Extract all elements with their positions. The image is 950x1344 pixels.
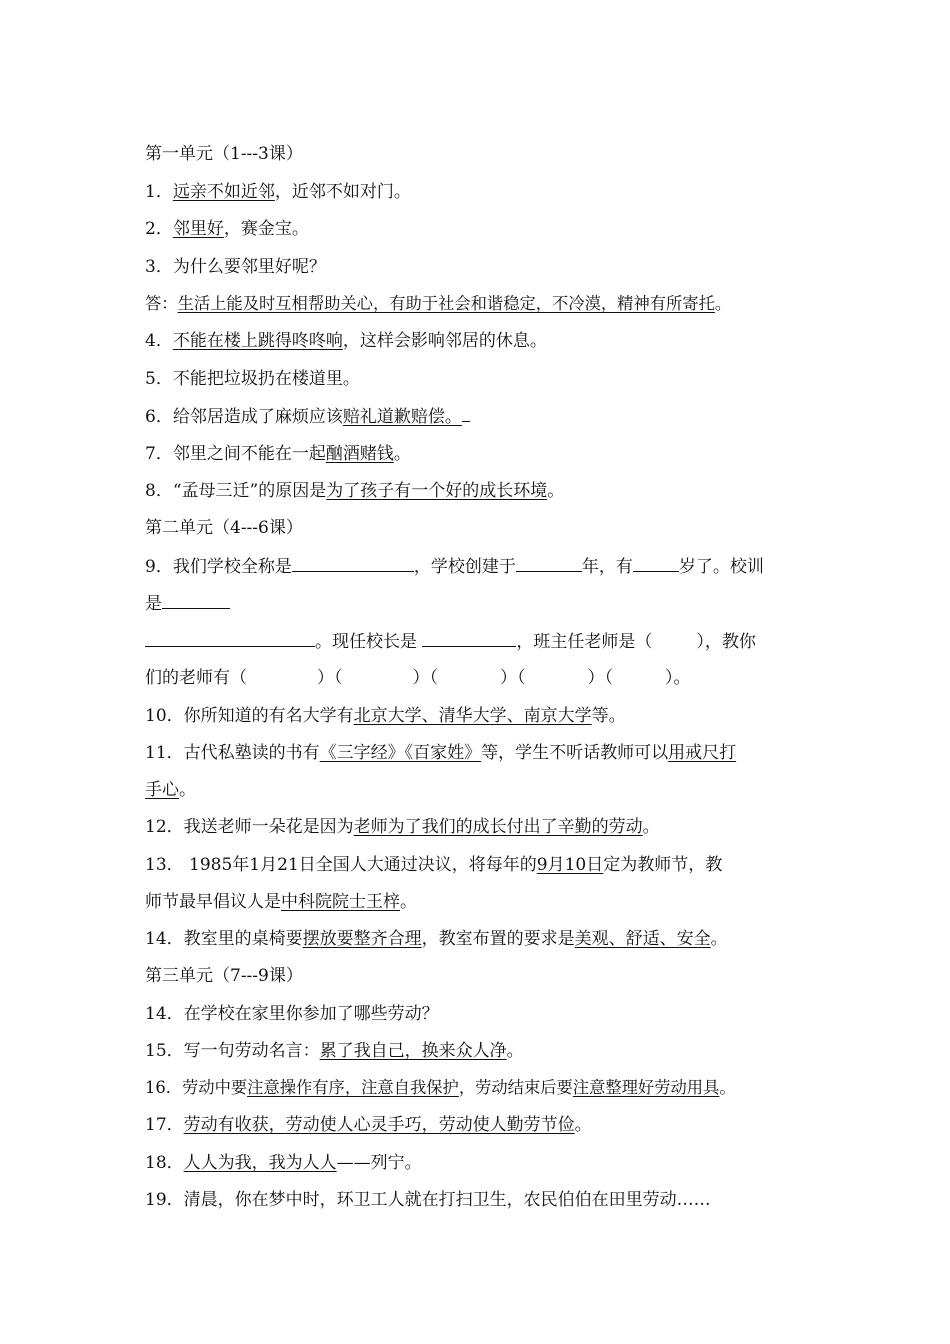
q9-line4: 们的老师有（ ）（ ）（ ）（ ）（ ）。 [145, 668, 691, 688]
q12: 12．我送老师一朵花是因为老师为了我们的成长付出了辛勤的劳动。 [145, 817, 660, 837]
q8: 8．“孟母三迁”的原因是为了孩子有一个好的成长环境。 [145, 481, 565, 501]
q16: 16．劳动中要注意操作有序，注意自我保护，劳动结束后要注意整理好劳动用具。 [145, 1078, 736, 1097]
q4: 4．不能在楼上跳得咚咚响，这样会影响邻居的休息。 [145, 331, 547, 351]
motto-blank[interactable] [162, 592, 230, 609]
unit2-heading: 第二单元（4---6课） [145, 518, 303, 538]
q7: 7．邻里之间不能在一起酗酒赌钱。 [145, 444, 411, 464]
q18: 18．人人为我，我为人人——列宁。 [145, 1153, 422, 1173]
q11-line1: 11．古代私塾读的书有《三字经》《百家姓》等，学生不听话教师可以用戒尺打 [145, 743, 737, 763]
q10: 10．你所知道的有名大学有北京大学、清华大学、南京大学等。 [145, 706, 626, 726]
school-age-blank[interactable] [633, 555, 679, 572]
unit1-heading: 第一单元（1---3课） [145, 144, 303, 164]
q9-line3: 。现任校长是 ，班主任老师是（ ），教你 [145, 630, 810, 653]
q2: 2．邻里好，赛金宝。 [145, 219, 309, 239]
founded-year-blank[interactable] [516, 555, 582, 572]
q6: 6．给邻居造成了麻烦应该赔礼道歉赔偿。 [145, 405, 810, 428]
q11-line2: 手心。 [145, 780, 196, 800]
q13-line2: 师节最早倡议人是中科院院士王梓。 [145, 892, 417, 912]
q9-line1: 9．我们学校全称是 ，学校创建于 年，有 岁了。校训 [145, 557, 764, 577]
q13-line1: 13． 1985年1月21日全国人大通过决议，将每年的9月10日定为教师节，教 [145, 855, 723, 875]
motto-blank-2[interactable] [145, 630, 315, 647]
q19: 19．清晨，你在梦中时，环卫工人就在打扫卫生，农民伯伯在田里劳动…… [145, 1190, 711, 1210]
q14b: 14．在学校在家里你参加了哪些劳动？ [145, 1004, 439, 1024]
school-name-blank[interactable] [292, 555, 414, 572]
principal-blank[interactable] [422, 630, 516, 647]
q3: 3．为什么要邻里好呢？ [145, 257, 326, 277]
unit3-heading: 第三单元（7---9课） [145, 966, 303, 986]
q17: 17．劳动有收获，劳动使人心灵手巧，劳动使人勤劳节俭。 [145, 1115, 592, 1135]
q5: 5．不能把垃圾扔在楼道里。 [145, 369, 360, 389]
q14: 14．教室里的桌椅要摆放要整齐合理，教室布置的要求是美观、舒适、安全。 [145, 929, 728, 949]
q9-line2: 是 [145, 592, 810, 615]
q15: 15．写一句劳动名言：累了我自己，换来众人净。 [145, 1041, 524, 1061]
q1: 1．远亲不如近邻，近邻不如对门。 [145, 182, 411, 202]
q3-answer: 答：生活上能及时互相帮助关心，有助于社会和谐稳定，不冷漠，精神有所寄托。 [145, 294, 732, 313]
